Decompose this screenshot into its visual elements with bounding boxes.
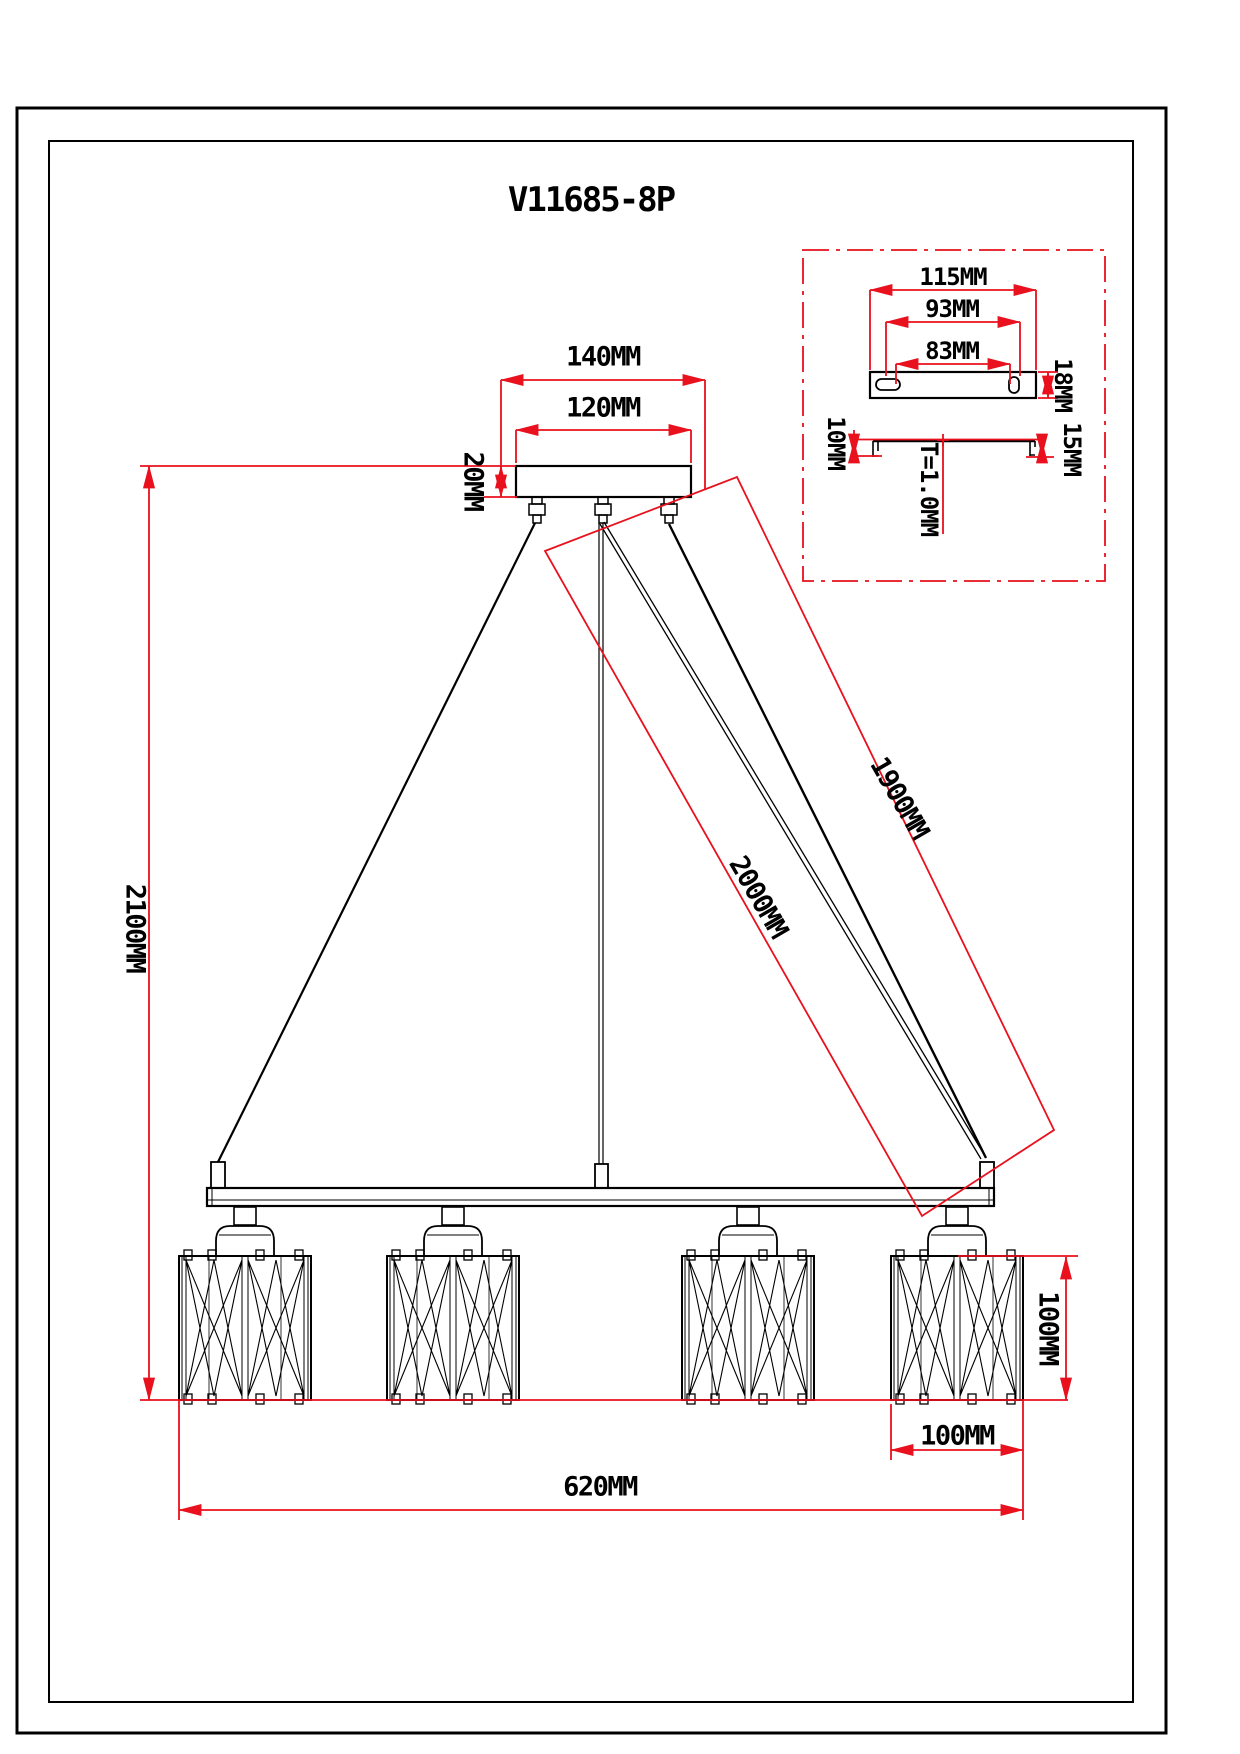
bracket-top-view	[870, 372, 1036, 398]
wire-connector-left	[529, 497, 545, 523]
dim-label-flange-right: 15MM	[1058, 422, 1086, 476]
dim-label-bracket-depth: 18MM	[1049, 358, 1077, 412]
dim-label-bracket-outer: 115MM	[919, 263, 987, 291]
suspension-wires	[218, 522, 986, 1164]
dim-label-canopy-height: 20MM	[457, 451, 489, 511]
wire-right	[669, 524, 986, 1158]
lamp-assembly-2	[387, 1207, 519, 1404]
dim-label-canopy-inner: 120MM	[566, 392, 640, 424]
dim-label-wire-inner: 2000MM	[722, 850, 794, 944]
dimension-lines	[149, 380, 1066, 1510]
dim-label-canopy-outer: 140MM	[566, 341, 640, 373]
lamp-assembly-4	[891, 1207, 1023, 1404]
dim-label-overall-width: 620MM	[563, 1471, 637, 1503]
lamp-assembly-3	[682, 1207, 814, 1404]
ceiling-canopy	[516, 466, 691, 523]
wire-post-right	[980, 1162, 994, 1188]
wire-post-left	[211, 1162, 225, 1188]
wire-center-vertical	[599, 523, 603, 1164]
wire-center-diagonal	[600, 522, 985, 1159]
wire-left	[218, 523, 535, 1162]
wire-fitting-center	[595, 1164, 608, 1188]
dim-label-bracket-slots: 83MM	[925, 337, 979, 365]
dim-label-thickness: T=1.0MM	[915, 441, 943, 537]
frame-bar	[207, 1162, 994, 1206]
dim-label-shade-height: 100MM	[1032, 1291, 1064, 1365]
lamp-assembly-1	[179, 1207, 311, 1404]
dim-label-overall-drop: 2100MM	[119, 883, 151, 973]
bracket-side-view	[873, 441, 1035, 457]
wire-connector-center	[595, 497, 611, 523]
dim-label-wire-outer: 1900MM	[863, 751, 935, 845]
dim-label-bracket-holes: 93MM	[925, 295, 979, 323]
dim-label-flange-left: 10MM	[822, 416, 850, 470]
dim-label-shade-width: 100MM	[920, 1420, 994, 1452]
detail-extension-lines	[852, 290, 1058, 534]
drawing-title: V11685-8P	[507, 180, 675, 220]
bracket-detail-inset	[803, 250, 1105, 581]
